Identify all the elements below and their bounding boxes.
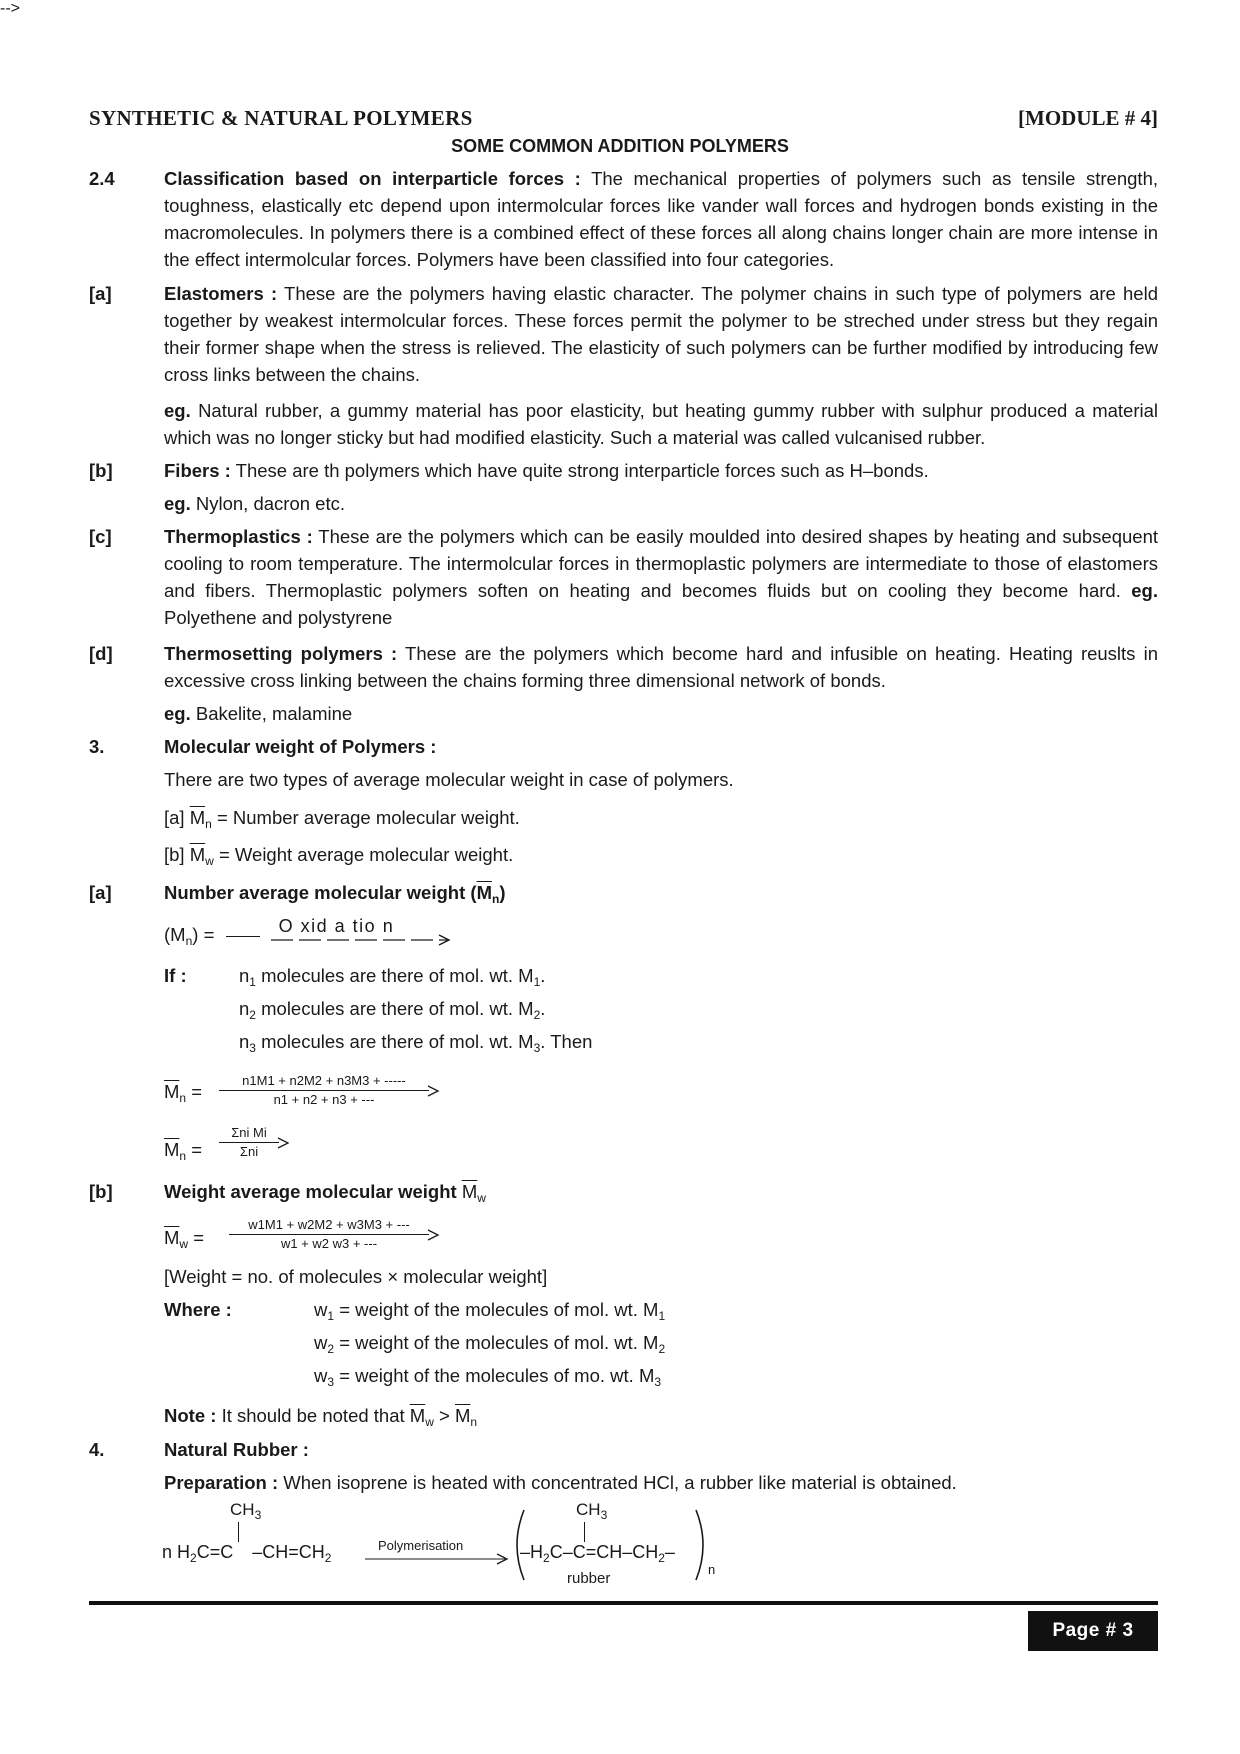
example-text: [164, 397, 1158, 451]
item-heading: Number average molecular weight: [164, 882, 466, 903]
where-line-3: $w_3$ = weight of the molecules of mo. wt. $M_3$: [314, 1365, 662, 1389]
example-body: Bakelite, malamine: [195, 703, 353, 724]
item-heading: Thermoplastics :: [164, 526, 313, 547]
item-body: These are the polymers which can be easily moulded into desired shapes by heating and subsequent cooling to room temperature. The intermolcular forces in thermoplastic polymers are intermediate to those of elastomers and fibers. Thermoplastic polymers soften on heating and becomes fluids but on cooling they become hard.: [164, 526, 1158, 601]
eq-lhs-sub: n: [185, 934, 193, 948]
section-heading-wrap: [164, 1436, 1158, 1463]
fraction-bar: [219, 1142, 279, 1143]
product-name: rubber: [567, 1570, 611, 1587]
intro-text: There are two types of average molecular weight in case of polymers.: [164, 769, 734, 790]
reactant-methyl: $CH_3$: [230, 1500, 262, 1522]
item-text: [164, 457, 1158, 484]
where-line-2: $w_2$ = weight of the molecules of mol. wt. $M_2$: [314, 1332, 666, 1356]
fraction-bar: [229, 1234, 429, 1235]
item-body: These are th polymers which have quite strong interparticle forces such as H–bonds.: [235, 460, 929, 481]
section-heading: Natural Rubber :: [164, 1439, 309, 1460]
where-line-1: $w_1$ = weight of the molecules of mol. wt. $M_1$: [314, 1299, 666, 1323]
item-heading: Elastomers :: [164, 283, 278, 304]
mn-symbol: $\overline{M}$: [189, 807, 206, 828]
item-heading: Fibers :: [164, 460, 231, 481]
mn-symbol: $\overline{M}$: [476, 882, 492, 903]
mn-subscript: n: [205, 817, 212, 831]
methyl-bond: [238, 1522, 239, 1542]
mw-type-prefix: [a]: [164, 807, 185, 828]
example-label: eg.: [164, 400, 191, 421]
product-methyl: $CH_3$: [576, 1500, 608, 1522]
fraction-denominator: Σni: [239, 1144, 259, 1159]
section-number: 4.: [89, 1439, 105, 1460]
item-heading-wrap: Number average molecular weight $(\overline{M}_n)$: [164, 882, 506, 906]
item-body: These are the polymers which become hard and infusible on heating. Heating reuslts in excessive cross linking between the chains forming three dimensional network of bonds.: [164, 643, 1158, 691]
section-text: [164, 165, 1158, 273]
example-label: eg.: [164, 493, 191, 514]
eq-lhs-open: (M: [164, 924, 186, 945]
repeat-count: n: [708, 1562, 716, 1577]
section-number: 2.4: [89, 168, 115, 189]
module-title: SYNTHETIC & NATURAL POLYMERS: [89, 106, 473, 130]
section-heading: Classification based on interparticle forces :: [164, 168, 581, 189]
fraction-numerator: w1M1 + w2M2 + w3M3 + ---: [248, 1217, 410, 1232]
mw-type-text: = Number average molecular weight.: [216, 807, 520, 828]
eq-dash: [226, 936, 260, 937]
example-body: Polyethene and polystyrene: [164, 607, 393, 628]
item-text: [164, 280, 1158, 388]
item-heading-wrap: [164, 1178, 1158, 1212]
item-marker: [b]: [89, 460, 113, 481]
item-marker: [b]: [89, 1181, 113, 1202]
note-body: It should be noted that: [221, 1405, 405, 1426]
example-body: Natural rubber, a gummy material has poor elasticity, but heating gummy rubber with sulphur produced a material which was no longer sticky but had modified elasticity. Such a material was called vulcanised rubber.: [164, 400, 1159, 448]
example-body: Nylon, dacron etc.: [195, 493, 345, 514]
product-methyl-bond: [584, 1522, 585, 1542]
formula-fraction: [219, 1074, 429, 1107]
formula-fraction: [219, 1126, 279, 1159]
arrow-head-icon: [424, 1228, 444, 1242]
formula-lhs: $\overline{M}_n$ =: [164, 1081, 203, 1105]
if-line-text: $n_3$ molecules are there of mol. wt. $M_3$. Then: [239, 1031, 593, 1055]
page-number-badge: Page # 3: [1028, 1611, 1158, 1651]
if-label: If :: [164, 965, 187, 986]
note-text: Note : It should be noted that $\overline{M}_w > \overline{M}_n$: [164, 1405, 478, 1429]
mn-subscript: n: [491, 892, 500, 906]
eq-lhs-close: ) =: [192, 924, 215, 945]
example-label: eg.: [1131, 580, 1158, 601]
section-number: 3.: [89, 736, 105, 757]
preparation-label: Preparation :: [164, 1472, 279, 1493]
preparation-body: When isoprene is heated with concentrated HCl, a rubber like material is obtained.: [283, 1472, 957, 1493]
formula-fraction: [229, 1218, 429, 1251]
example-label: eg.: [164, 703, 191, 724]
item-heading: Thermosetting polymers :: [164, 643, 398, 664]
item-heading: Weight average molecular weight: [164, 1181, 457, 1202]
example-text: [164, 490, 1158, 517]
reaction-arrow-icon: [365, 1552, 515, 1566]
mw-symbol: $\overline{M}$: [189, 844, 206, 865]
equation-line: [164, 916, 1158, 955]
formula-lhs: $\overline{M}_w$ =: [164, 1227, 205, 1251]
section-body: The mechanical properties of polymers such as tensile strength, toughness, elastically etc depend upon intermolcular forces like vander wall forces and hydrogen bonds existing in the macromolecules. In polymers there is a combined effect of these forces all along chains longer chain are more intense in the effect intermolcular forces. Polymers have been classified into four categories.: [164, 168, 1158, 270]
formula-lhs: $\overline{M}_n$ =: [164, 1139, 203, 1163]
preparation-text: [164, 1469, 1158, 1496]
weight-definition-text: [Weight = no. of molecules × molecular weight]: [164, 1266, 548, 1287]
fraction-denominator: w1 + w2 w3 + ---: [280, 1236, 378, 1251]
fraction-numerator: Σni Mi: [231, 1125, 267, 1140]
mw-type-text: = Weight average molecular weight.: [218, 844, 514, 865]
if-line-text: $n_2$ molecules are there of mol. wt. $M_2$.: [239, 998, 546, 1022]
if-line-text: $n_1$ molecules are there of mol. wt. $M_1$.: [239, 965, 546, 989]
mw-subscript: w: [205, 854, 214, 868]
where-label: Where :: [164, 1299, 232, 1320]
example-text: [164, 700, 1158, 727]
item-marker: [d]: [89, 643, 113, 664]
product-formula: $-H_2C-C=CH-CH_2-$: [520, 1542, 675, 1565]
footer-rule: [89, 1601, 1158, 1605]
item-body: These are the polymers having elastic character. The polymer chains in such type of polymers are held together by weakest intermolcular forces. These forces permit the polymer to be streched under stress but they regain their former shape when the stress is relieved. The elasticity of such polymers can be further modified by introducing few cross links between the chains.: [164, 283, 1158, 385]
item-marker: [a]: [89, 283, 112, 304]
section-heading-wrap: [164, 733, 1158, 760]
mw-symbol: $\overline{M}$: [461, 1181, 478, 1202]
item-text: [164, 640, 1158, 694]
arrow-head-icon: [274, 1136, 294, 1150]
fraction-numerator: n1M1 + n2M2 + n3M3 + -----: [242, 1073, 406, 1088]
note-label: Note :: [164, 1405, 217, 1426]
rubber-reaction-scheme: [160, 1500, 720, 1592]
mw-type-line: [164, 841, 1158, 875]
arrow-head-icon: [424, 1084, 444, 1098]
item-text: [164, 523, 1158, 631]
item-marker: [a]: [89, 882, 112, 903]
item-marker: [c]: [89, 526, 112, 547]
mw-subscript: w: [477, 1191, 486, 1205]
module-number: [MODULE # 4]: [1018, 106, 1158, 130]
fraction-denominator: n1 + n2 + n3 + ---: [273, 1092, 375, 1107]
page-subtitle: SOME COMMON ADDITION POLYMERS: [451, 136, 789, 156]
polymerisation-label: Polymerisation: [378, 1538, 464, 1553]
fraction-bar: [219, 1090, 429, 1091]
arrow-label: O xid a tio n: [278, 916, 395, 936]
section-heading: Molecular weight of Polymers :: [164, 736, 437, 757]
mw-type-line: [164, 804, 1158, 838]
oxidation-arrow: [271, 916, 461, 948]
mw-type-prefix: [b]: [164, 844, 185, 865]
reactant-formula: n $H_2C=C$ $-CH=CH_2$: [162, 1542, 332, 1565]
